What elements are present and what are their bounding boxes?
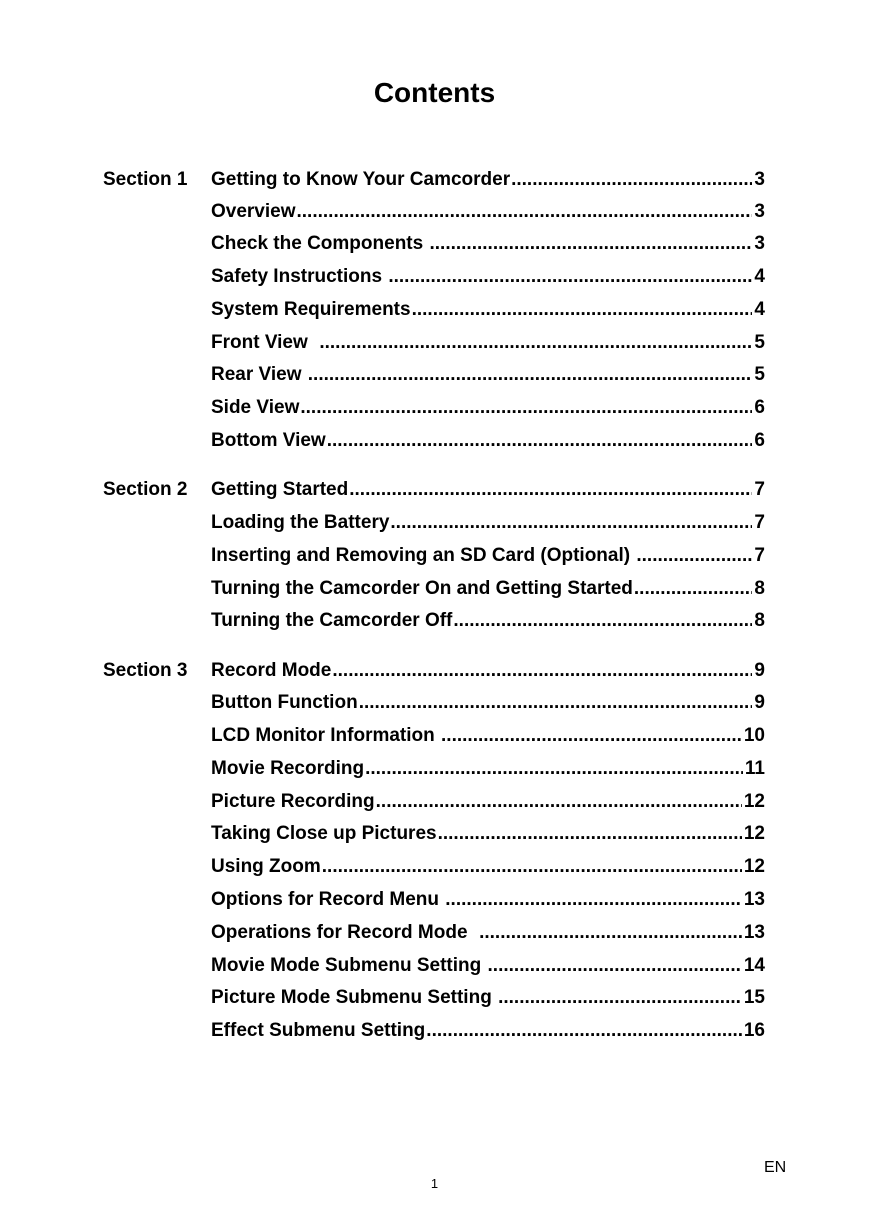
toc-entry[interactable] (211, 608, 765, 634)
toc-entry-page: 11 (744, 758, 765, 779)
dot-leader (441, 723, 742, 749)
toc-row (0, 887, 869, 913)
dot-leader (634, 576, 753, 602)
toc-row (0, 690, 869, 716)
toc-entry[interactable] (211, 395, 765, 421)
toc-entry-page: 4 (754, 299, 765, 320)
toc-entry[interactable] (211, 690, 765, 716)
toc-entry-page: 14 (743, 955, 765, 976)
toc-entry[interactable] (211, 330, 765, 356)
toc-entry-page: 6 (754, 397, 765, 418)
toc-entry-title: Turning the Camcorder Off (211, 610, 453, 631)
toc-row (0, 985, 869, 1011)
dot-leader (308, 362, 753, 388)
toc-entry[interactable] (211, 756, 765, 782)
toc-entry[interactable] (211, 199, 765, 225)
dot-leader (636, 543, 752, 569)
toc-row (0, 953, 869, 979)
toc-row (0, 231, 869, 257)
toc-entry-page: 7 (754, 512, 765, 533)
toc-entry[interactable] (211, 887, 765, 913)
toc-row (0, 395, 869, 421)
dot-leader (426, 1018, 742, 1044)
section-1-label: Section 1 (103, 169, 188, 190)
toc-entry-title: Loading the Battery (211, 512, 390, 533)
toc-row (0, 330, 869, 356)
language-code: EN (764, 1159, 787, 1176)
dot-leader (445, 887, 742, 913)
toc-entry-page: 8 (754, 578, 765, 599)
toc-entry-page: 9 (754, 660, 765, 681)
dot-leader (479, 920, 742, 946)
dot-leader (429, 231, 752, 257)
toc-row (0, 854, 869, 880)
toc-row (0, 789, 869, 815)
dot-leader (498, 985, 742, 1011)
dot-leader (300, 395, 752, 421)
toc-section-3-row-1 (0, 658, 869, 684)
toc-row (0, 428, 869, 454)
toc-entry-title: System Requirements (211, 299, 411, 320)
toc-entry[interactable] (211, 510, 765, 536)
toc-entry-title: Front View (211, 332, 319, 353)
toc-entry-page: 3 (754, 169, 765, 190)
toc-entry-title: Check the Components (211, 233, 429, 254)
toc-entry-title: Rear View (211, 364, 307, 385)
toc-entry-page: 7 (754, 545, 765, 566)
toc-entry-page: 5 (754, 332, 765, 353)
toc-row (0, 510, 869, 536)
toc-entry-title: Taking Close up Pictures (211, 823, 437, 844)
toc-entry-page: 13 (743, 889, 765, 910)
toc-entry[interactable] (211, 264, 765, 290)
toc-row (0, 543, 869, 569)
dot-leader (511, 167, 752, 193)
toc-entry-title: Overview (211, 201, 296, 222)
toc-entry-page: 12 (743, 856, 765, 877)
toc-entry-page: 10 (743, 725, 765, 746)
toc-entry-page: 6 (754, 430, 765, 451)
toc-entry[interactable] (211, 428, 765, 454)
toc-entry[interactable] (211, 231, 765, 257)
toc-entry[interactable] (211, 576, 765, 602)
toc-entry-title: Inserting and Removing an SD Card (Optional) (211, 545, 636, 566)
section-3-label: Section 3 (103, 660, 188, 681)
toc-entry[interactable] (211, 854, 765, 880)
toc-entry[interactable] (211, 723, 765, 749)
toc-entry-title: LCD Monitor Information (211, 725, 441, 746)
dot-leader (332, 658, 752, 684)
toc-entry[interactable] (211, 985, 765, 1011)
toc-row (0, 264, 869, 290)
dot-leader (365, 756, 743, 782)
toc-entry-page: 8 (754, 610, 765, 631)
toc-entry-title: Movie Mode Submenu Setting (211, 955, 487, 976)
toc-section-1-row-1 (0, 167, 869, 193)
dot-leader (327, 428, 753, 454)
toc-entry-page: 15 (743, 987, 765, 1008)
toc-entry-title: Getting Started (211, 479, 349, 500)
page-title: Contents (373, 77, 496, 108)
toc-entry-title: Turning the Camcorder On and Getting Started (211, 578, 633, 599)
toc-entry-page: 4 (754, 266, 765, 287)
toc-entry-title: Bottom View (211, 430, 326, 451)
toc-row (0, 199, 869, 225)
toc-row (0, 756, 869, 782)
toc-row (0, 920, 869, 946)
toc-entry[interactable] (211, 543, 765, 569)
toc-row (0, 1018, 869, 1044)
toc-entry[interactable] (211, 789, 765, 815)
toc-entry-title: Options for Record Menu (211, 889, 445, 910)
toc-entry[interactable] (211, 167, 765, 193)
toc-entry-page: 9 (754, 692, 765, 713)
toc-entry[interactable] (211, 1018, 765, 1044)
dot-leader (349, 477, 752, 503)
toc-entry[interactable] (211, 920, 765, 946)
page-number: 1 (430, 1176, 439, 1191)
dot-leader (297, 199, 753, 225)
toc-entry-title: Movie Recording (211, 758, 365, 779)
toc-entry-title: Getting to Know Your Camcorder (211, 169, 511, 190)
toc-entry[interactable] (211, 658, 765, 684)
toc-entry-title: Button Function (211, 692, 358, 713)
dot-leader (438, 821, 742, 847)
section-2-label: Section 2 (103, 479, 188, 500)
toc-entry-page: 13 (743, 922, 765, 943)
toc-entry[interactable] (211, 362, 765, 388)
toc-row (0, 362, 869, 388)
toc-entry-page: 3 (754, 201, 765, 222)
toc-entry-title: Picture Recording (211, 791, 375, 812)
toc-section-2-row-1 (0, 477, 869, 503)
toc-entry[interactable] (211, 297, 765, 323)
toc-entry-title: Operations for Record Mode (211, 922, 479, 943)
toc-row (0, 608, 869, 634)
toc-entry-page: 5 (754, 364, 765, 385)
toc-entry-page: 16 (743, 1020, 765, 1041)
toc-entry[interactable] (211, 821, 765, 847)
toc-entry[interactable] (211, 953, 765, 979)
toc-entry-page: 7 (754, 479, 765, 500)
toc-entry-title: Picture Mode Submenu Setting (211, 987, 498, 1008)
dot-leader (319, 330, 752, 356)
toc-entry-page: 12 (743, 823, 765, 844)
toc-entry-page: 12 (743, 791, 765, 812)
toc-row (0, 821, 869, 847)
toc-entry-page: 3 (754, 233, 765, 254)
dot-leader (376, 789, 742, 815)
toc-row (0, 576, 869, 602)
toc-row (0, 723, 869, 749)
toc-entry-title: Safety Instructions (211, 266, 388, 287)
dot-leader (359, 690, 753, 716)
toc-entry-title: Using Zoom (211, 856, 321, 877)
toc-entry[interactable] (211, 477, 765, 503)
dot-leader (488, 953, 742, 979)
dot-leader (412, 297, 753, 323)
dot-leader (322, 854, 742, 880)
dot-leader (390, 510, 752, 536)
dot-leader (453, 608, 752, 634)
dot-leader (388, 264, 752, 290)
toc-entry-title: Record Mode (211, 660, 332, 681)
toc-entry-title: Effect Submenu Setting (211, 1020, 426, 1041)
toc-row (0, 297, 869, 323)
toc-entry-title: Side View (211, 397, 300, 418)
